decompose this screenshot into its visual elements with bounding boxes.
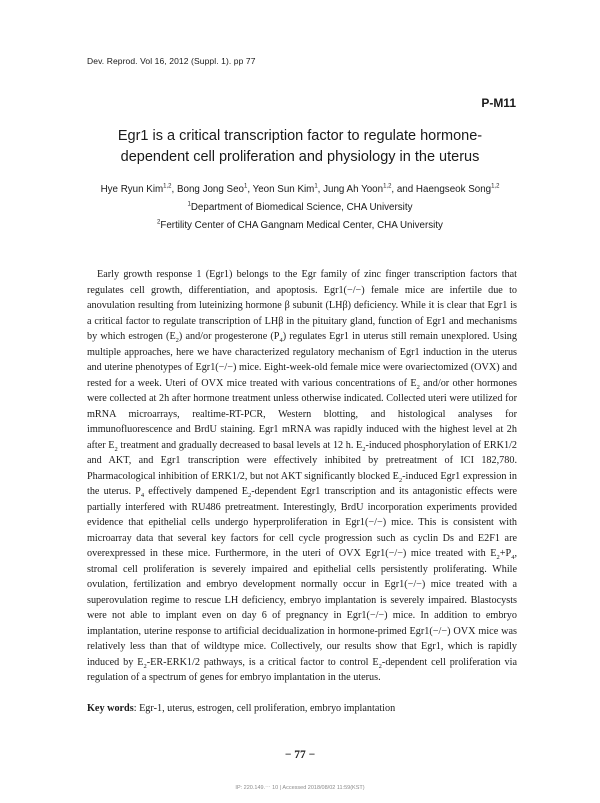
author-name: Hye Ryun Kim <box>100 184 164 195</box>
affiliation-2 <box>60 217 540 235</box>
keywords <box>87 703 395 714</box>
page-number: − 77 − <box>284 749 316 761</box>
abstract-text: -dependent cell proliferation via regulation of a spectrum of genes for embryo implantation in the uterus. <box>87 656 517 683</box>
subscript: 2 <box>416 383 420 391</box>
abstract-text: ) and/or progesterone (P <box>178 331 280 342</box>
affiliation-text: Department of Biomedical Science, CHA University <box>190 202 413 213</box>
abstract-text: and/or other hormones were collected at 2h after hormone treatment unless otherwise indicated. Collected uteri were utilized for mRNA microarrays, realtime-RT-PCR, Western blotting, and histological analyses for immunofluorescence and BrdU staining. Egr1 mRNA was rapidly induced with the highest level at 2h after E <box>87 377 518 451</box>
abstract-text: effectively dampened E <box>144 486 248 497</box>
affiliation-sup: 2 <box>157 219 161 226</box>
subscript: 4 <box>279 337 283 345</box>
subscript: 4 <box>511 554 515 562</box>
author-affiliation-sup: 1,2 <box>491 183 500 190</box>
abstract-text: treatment and gradually decreased to basal levels at 12 h. E <box>117 439 363 451</box>
author-list: Hye Ryun Kim$^{1,2}$, Bong Jong Seo$^1$, Yeon Sun Kim$^1$, Jung Ah Yoon$^{1,2}$, and Haengseok Song$^{1,2}$ <box>100 183 500 195</box>
subscript: 2 <box>378 662 382 670</box>
author-affiliation-sup: 1 <box>314 183 318 190</box>
abstract-text: +P <box>499 548 512 559</box>
abstract-text: -dependent Egr1 transcription and its antagonistic effects were partially interfered with RU486 pretreatment. Interestingly, BrdU incorporation experiments provided evidence that epithelial cells undergo hyperproliferation in Egr1(−/−) mice. This is consistent with microarray data that several key factors for cell cycle progression such as cyclin Ds and E2F1 are overexpressed in these mice. Furthermore, in the uteri of OVX Egr1(−/−) mice treated with E <box>87 486 517 559</box>
abstract-text: , stromal cell proliferation is severely impaired and epithelial cells persistently proliferating. While ovulation, fertilization and embryo development normally occur in Egr1(−/−) mice treated with a superovulation regime to rescue LH deficiency, embryo implantation is severely impaired. Blastocysts were not able to implant even on day 6 of pregnancy in Egr1(−/−) mice. In addition to embryo implantation, uterine response to artificial decidualization in hormone-primed Egr1(−/−) OVX mice was relatively less than that of wildtype mice. Collectively, our results show that Egr1, which is rapidly induced by E <box>87 548 517 668</box>
subscript: 2 <box>175 337 179 345</box>
abstract-text: -ER-ERK1/2 pathways, is a critical factor to control E <box>146 656 379 668</box>
keywords-text: : Egr-1, uterus, estrogen, cell proliferation, embryo implantation <box>133 703 396 714</box>
affiliation-sup: 1 <box>187 201 191 208</box>
access-footer: IP: 220.149.⋯ 10 | Accessed 2018/08/02 11:59(KST) <box>235 785 365 791</box>
author-name: Jung Ah Yoon <box>323 184 384 195</box>
subscript: 2 <box>496 554 500 562</box>
poster-code: P-M11 <box>481 96 516 110</box>
journal-citation: Dev. Reprod. Vol 16, 2012 (Suppl. 1). pp 77 <box>87 56 256 66</box>
abstract-body <box>87 267 517 686</box>
subscript: 4 <box>140 492 145 500</box>
author-affiliation-sup: 1,2 <box>383 183 392 190</box>
affiliation-1 <box>60 199 540 217</box>
subscript: 2 <box>362 445 366 453</box>
title-line-2: dependent cell proliferation and physiology in the uterus <box>120 149 480 165</box>
author-affiliation-sup: 1 <box>243 183 248 190</box>
author-affiliation-sup: 1,2 <box>163 183 172 190</box>
abstract-text: ) regulates Egr1 in uterus still remain unexplored. Using multiple approaches, here we have characterized regulatory mechanism of Egr1 induction in the uterus and uterine phenotypes of Egr1(−/−) mice. Eight-week-old female mice were ovariectomized (OVX) and rested for a week. Uteri of OVX mice treated with various concentrations of E <box>87 331 517 389</box>
title-line-1: Egr1 is a critical transcription factor to regulate hormone- <box>117 128 483 144</box>
affiliation-text: Fertility Center of CHA Gangnam Medical Center, CHA University <box>160 220 443 231</box>
keywords-label: Key words <box>87 703 134 714</box>
abstract-text: Early growth response 1 (Egr1) belongs to the Egr family of zinc finger transcription factors that regulates cell growth, differentiation, and apoptosis. Egr1(−/−) female mice are infertile due to anovulation resulting from luteinizing hormone β subunit (LHβ) deficiency. While it is clear that Egr1 is a critical factor to regulate transcription of LHβ in the pituitary gland, function of Egr1 and mechanisms by which estrogen (E <box>87 269 517 342</box>
subscript: 2 <box>247 492 252 500</box>
author-block <box>60 181 540 235</box>
paper-title <box>70 126 530 168</box>
subscript: 2 <box>398 476 403 484</box>
author-name: and Haengseok Song <box>396 184 492 195</box>
subscript: 2 <box>114 445 118 453</box>
author-name: Yeon Sun Kim <box>252 184 315 195</box>
abstract-text: -induced Egr1 expression in the uterus. P <box>87 470 517 497</box>
author-name: Bong Jong Seo <box>176 184 244 195</box>
abstract-text: -induced phosphorylation of ERK1/2 and AKT, and Egr1 transcription were effectively inhibited by pretreatment of ICI 182,780. Pharmacological inhibition of ERK1/2, but not AKT significantly blocked E <box>87 439 518 482</box>
subscript: 2 <box>143 662 147 670</box>
